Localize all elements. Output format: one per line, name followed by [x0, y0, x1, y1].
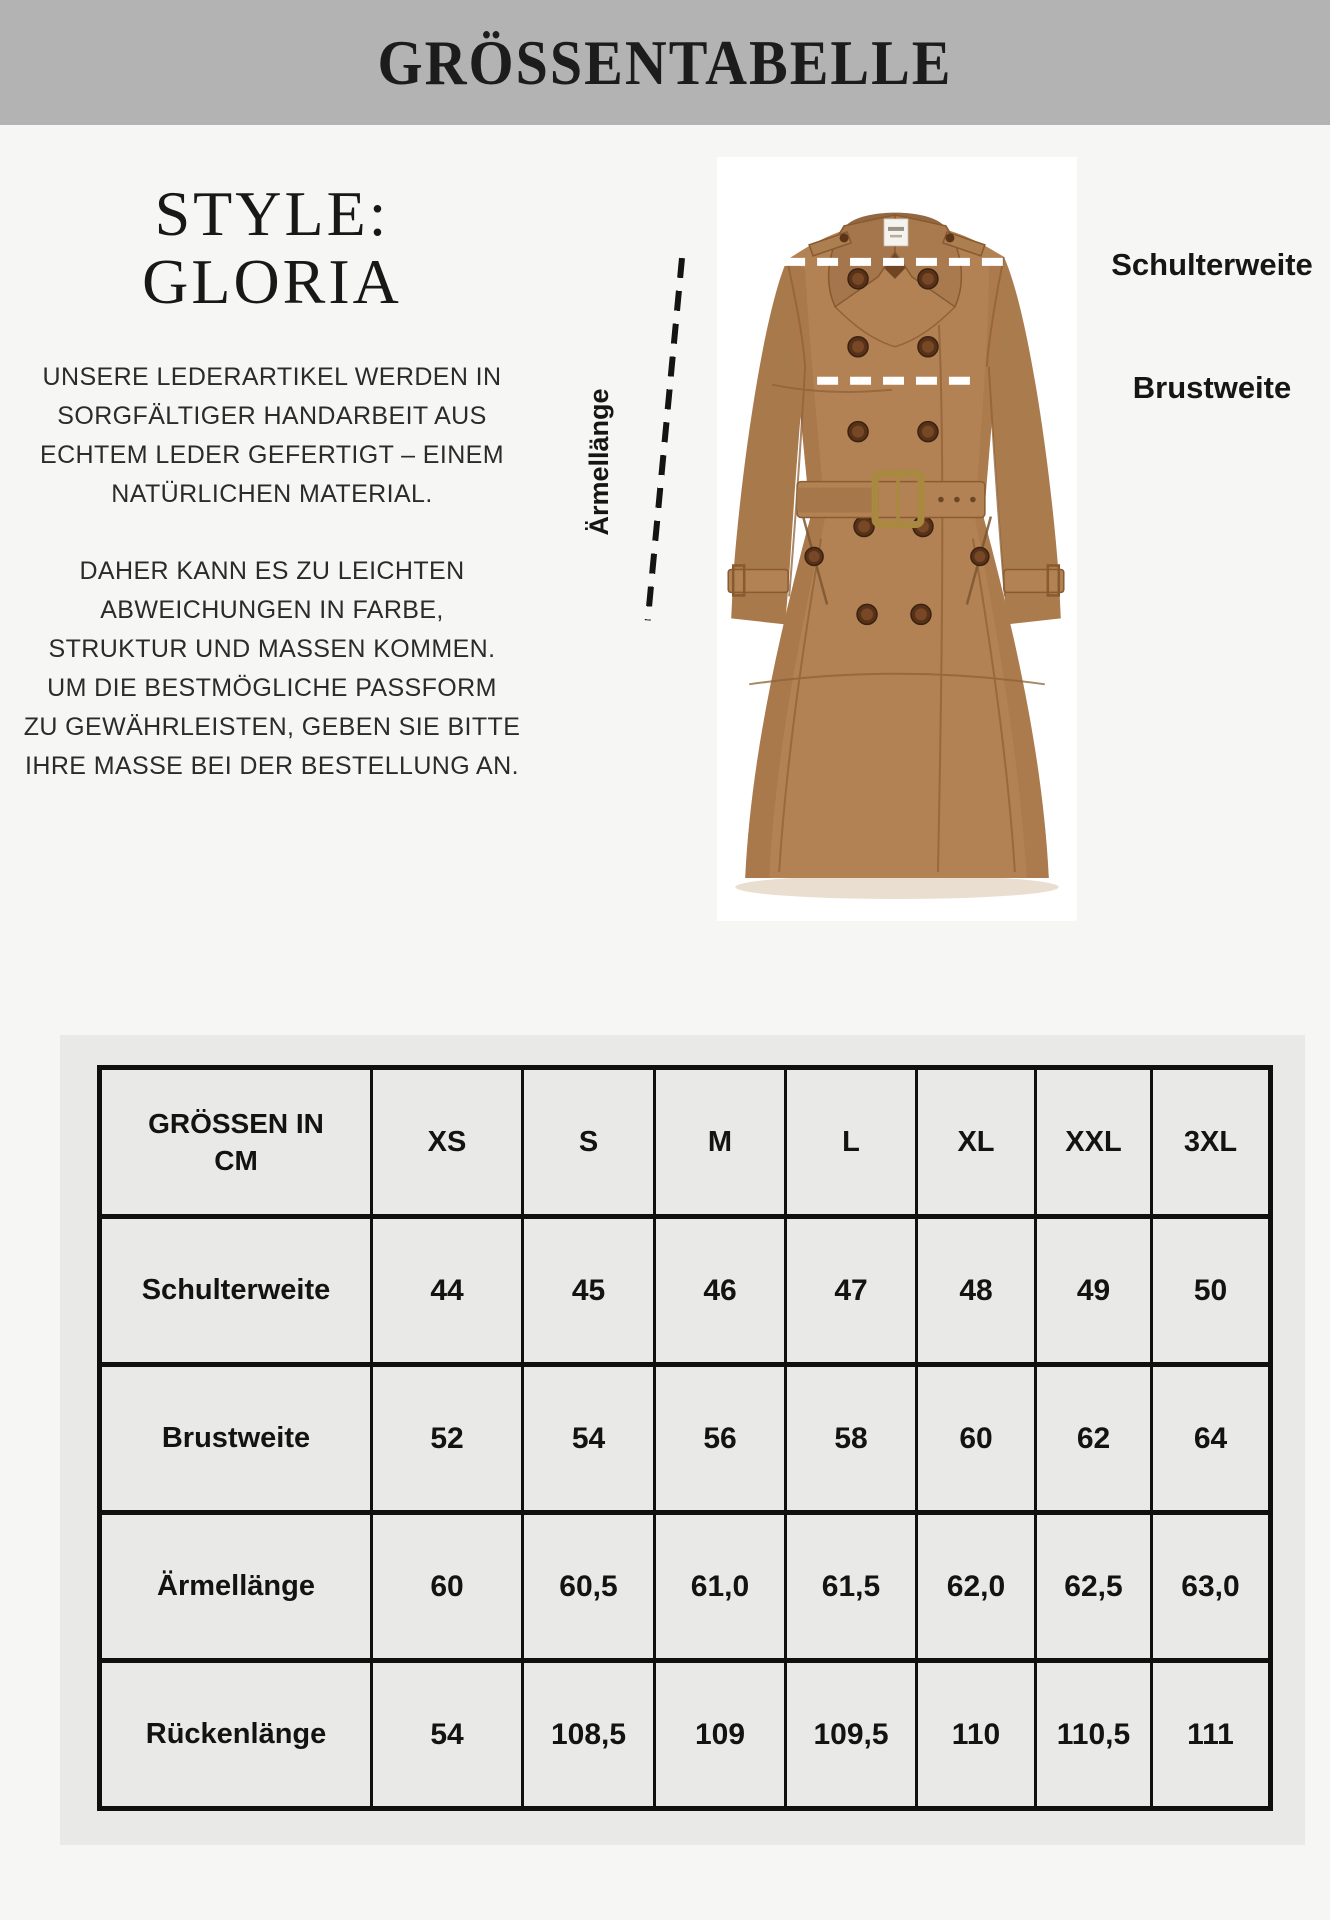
- table-row-rueckenlaenge: [100, 1661, 1271, 1809]
- style-paragraph-2: [12, 552, 532, 786]
- size-value-cell: 48: [917, 1217, 1036, 1365]
- sleeve-measure-label: Ärmellänge: [584, 388, 614, 536]
- size-table-panel: [60, 1035, 1305, 1845]
- shoulder-measure-label: Schulterweite: [1111, 247, 1313, 282]
- paragraph-line: ZU GEWÄHRLEISTEN, GEBEN SIE BITTE: [23, 713, 521, 741]
- measurement-row-label: Schulterweite: [100, 1217, 372, 1365]
- size-value-cell: 64: [1152, 1365, 1271, 1513]
- size-value-cell: 62,5: [1036, 1513, 1152, 1661]
- style-title-line2: GLORIA: [142, 246, 402, 317]
- style-block: [12, 158, 532, 786]
- measurement-row-label: Ärmellänge: [100, 1513, 372, 1661]
- paragraph-line: IHRE MASSE BEI DER BESTELLUNG AN.: [25, 752, 519, 780]
- size-column-header-xs: XS: [372, 1068, 523, 1217]
- page-header: [0, 0, 1330, 125]
- size-value-cell: 61,0: [655, 1513, 786, 1661]
- table-header-row: [100, 1068, 1271, 1217]
- style-title-line1: STYLE:: [154, 178, 390, 249]
- paragraph-line: ABWEICHUNGEN IN FARBE,: [100, 596, 444, 624]
- size-value-cell: 109,5: [786, 1661, 917, 1809]
- paragraph-line: UM DIE BESTMÖGLICHE PASSFORM: [47, 674, 497, 702]
- size-value-cell: 109: [655, 1661, 786, 1809]
- size-value-cell: 60,5: [523, 1513, 655, 1661]
- size-column-header-xxl: XXL: [1036, 1068, 1152, 1217]
- size-table: [97, 1065, 1273, 1811]
- size-value-cell: 46: [655, 1217, 786, 1365]
- size-value-cell: 60: [372, 1513, 523, 1661]
- paragraph-line: UNSERE LEDERARTIKEL WERDEN IN: [42, 363, 502, 391]
- table-row-brustweite: [100, 1365, 1271, 1513]
- chest-measure-label: Brustweite: [1132, 370, 1292, 405]
- size-column-header-l: L: [786, 1068, 917, 1217]
- table-row-aermellaenge: [100, 1513, 1271, 1661]
- size-column-header-m: M: [655, 1068, 786, 1217]
- size-value-cell: 50: [1152, 1217, 1271, 1365]
- size-value-cell: 60: [917, 1365, 1036, 1513]
- size-value-cell: 111: [1152, 1661, 1271, 1809]
- page-title: GRÖSSENTABELLE: [377, 26, 953, 99]
- size-column-header-3xl: 3XL: [1152, 1068, 1271, 1217]
- table-row-schulterweite: [100, 1217, 1271, 1365]
- size-value-cell: 63,0: [1152, 1513, 1271, 1661]
- size-value-cell: 61,5: [786, 1513, 917, 1661]
- size-value-cell: 44: [372, 1217, 523, 1365]
- size-value-cell: 62,0: [917, 1513, 1036, 1661]
- size-column-header-xl: XL: [917, 1068, 1036, 1217]
- paragraph-line: STRUKTUR UND MASSEN KOMMEN.: [48, 635, 496, 663]
- paragraph-line: NATÜRLICHEN MATERIAL.: [111, 480, 433, 508]
- coat-figure: [717, 157, 1077, 921]
- size-value-cell: 110,5: [1036, 1661, 1152, 1809]
- size-value-cell: 58: [786, 1365, 917, 1513]
- measurement-row-label: Rückenlänge: [100, 1661, 372, 1809]
- size-value-cell: 45: [523, 1217, 655, 1365]
- paragraph-line: DAHER KANN ES ZU LEICHTEN: [79, 557, 465, 585]
- size-column-header-s: S: [523, 1068, 655, 1217]
- size-value-cell: 54: [372, 1661, 523, 1809]
- table-corner-header: GRÖSSEN IN CM: [100, 1068, 372, 1217]
- style-title: [12, 158, 532, 316]
- paragraph-line: ECHTEM LEDER GEFERTIGT – EINEM: [40, 441, 504, 469]
- size-value-cell: 56: [655, 1365, 786, 1513]
- measurement-row-label: Brustweite: [100, 1365, 372, 1513]
- style-paragraph-1: [12, 358, 532, 514]
- paragraph-line: SORGFÄLTIGER HANDARBEIT AUS: [57, 402, 487, 430]
- trench-coat-illustration: [717, 157, 1077, 921]
- size-value-cell: 62: [1036, 1365, 1152, 1513]
- size-value-cell: 52: [372, 1365, 523, 1513]
- size-value-cell: 49: [1036, 1217, 1152, 1365]
- size-value-cell: 47: [786, 1217, 917, 1365]
- sleeve-measure-line: [645, 258, 685, 621]
- size-value-cell: 108,5: [523, 1661, 655, 1809]
- size-value-cell: 54: [523, 1365, 655, 1513]
- size-value-cell: 110: [917, 1661, 1036, 1809]
